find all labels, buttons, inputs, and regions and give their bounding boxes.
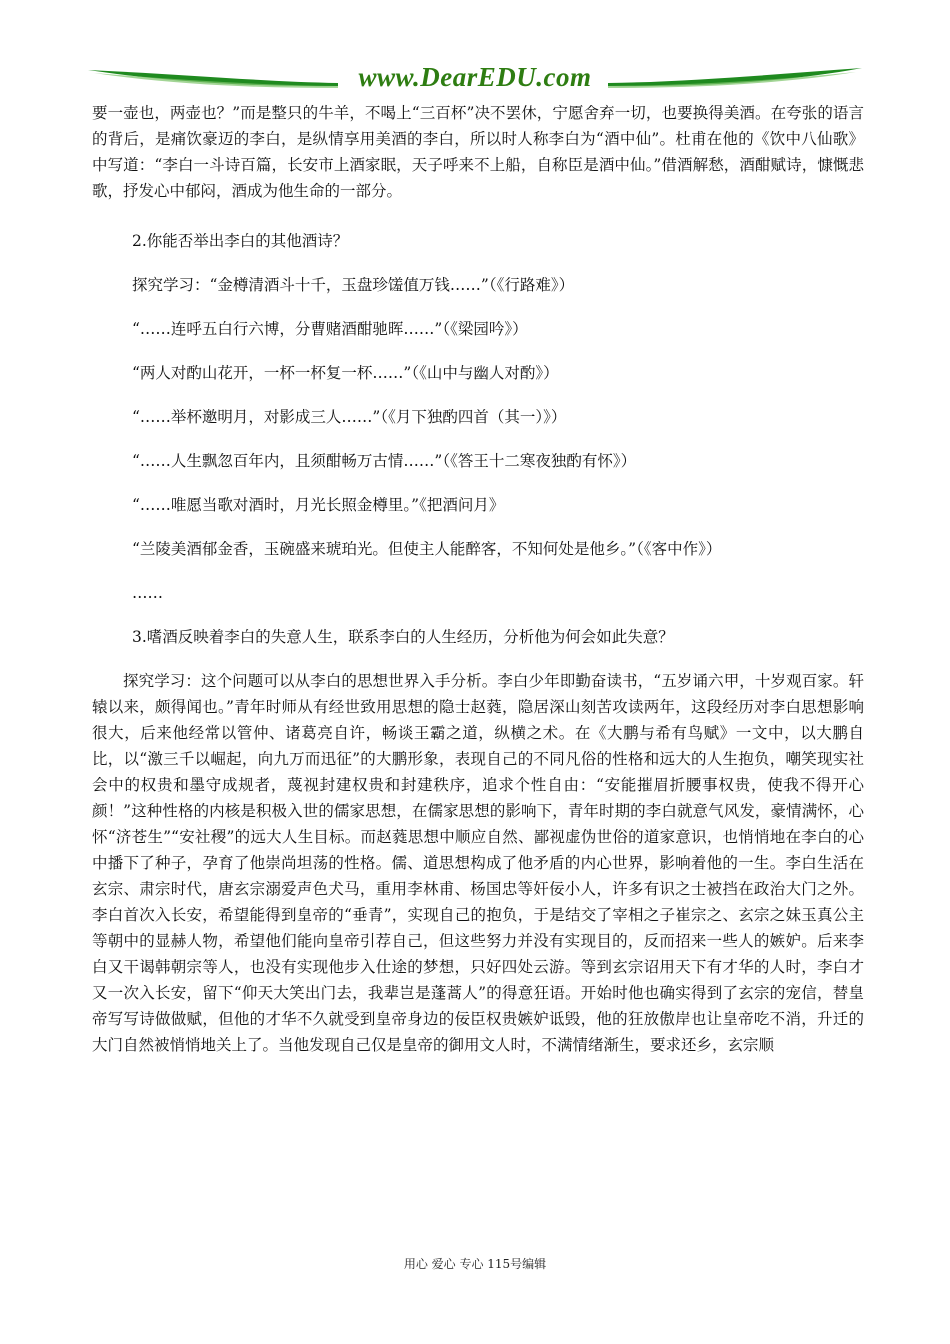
page-footer: 用心 爱心 专心 115号编辑 [403, 1257, 547, 1271]
site-url-logo: www.DearEDU.com [358, 62, 592, 92]
question-2: 2.你能否举出李白的其他酒诗？ [132, 232, 349, 250]
poem-quote: “……人生飘忽百年内，且须酣畅万古情……”（《答王十二寒夜独酌有怀》） [132, 452, 637, 470]
answer-2-lead: 探究学习：“金樽清酒斗十千，玉盘珍馐值万钱……”（《行路难》） [132, 276, 575, 294]
document-body [92, 100, 864, 1058]
site-header [88, 60, 862, 96]
poem-quote: “……举杯邀明月，对影成三人……”（《月下独酌四首（其一）》） [132, 408, 567, 426]
poem-quote: “……连呼五白行六博，分曹赌酒酣驰晖……”（《梁园吟》） [132, 320, 528, 338]
question-3: 3.嗜酒反映着李白的失意人生，联系李白的人生经历，分析他为何会如此失意？ [132, 628, 674, 646]
poem-quote: “两人对酌山花开，一杯一杯复一杯……”（《山中与幽人对酌》） [132, 364, 559, 382]
poem-quote: “……唯愿当歌对酒时，月光长照金樽里。”《把酒问月》 [132, 496, 505, 514]
intro-paragraph: 要一壶也，两壶也？”而是整只的牛羊，不喝上“三百杯”决不罢休，宁愿舍弃一切，也要换得美酒。在夸张的语言的背后，是痛饮豪迈的李白，是纵情享用美酒的李白，所以时人称李白为“酒中仙”。杜甫在他的《饮中八仙歌》中写道：“李白一斗诗百篇，长安市上酒家眠，天子呼来不上船，自称臣是酒中仙。”借酒解愁，酒酣赋诗，慷慨悲歌，抒发心中郁闷，酒成为他生命的一部分。 [92, 104, 864, 200]
poem-quote: “兰陵美酒郁金香，玉碗盛来琥珀光。但使主人能醉客，不知何处是他乡。”（《客中作》） [132, 540, 722, 558]
poem-ellipsis: …… [132, 584, 163, 602]
answer-3-paragraph: 探究学习：这个问题可以从李白的思想世界入手分析。李白少年即勤奋读书，“五岁诵六甲，十岁观百家。轩辕以来，颇得闻也。”青年时师从有经世致用思想的隐士赵蕤，隐居深山刻苦攻读两年，这段经历对李白思想影响很大，后来他经常以管仲、诸葛亮自许，畅谈王霸之道，纵横之术。在《大鹏与希有鸟赋》一文中，以大鹏自比，以“激三千以崛起，向九万而迅征”的大鹏形象，表现自己的不同凡俗的性格和远大的人生抱负，嘲笑现实社会中的权贵和墨守成规者，蔑视封建权贵和封建秩序，追求个性自由：“安能摧眉折腰事权贵，使我不得开心颜！”这种性格的内核是积极入世的儒家思想，在儒家思想的影响下，青年时期的李白就意气风发，豪情满怀，心怀“济苍生”“安社稷”的远大人生目标。而赵蕤思想中顺应自然、鄙视虚伪世俗的道家意识，也悄悄地在李白的心中播下了种子，孕育了他崇尚坦荡的性格。儒、道思想构成了他矛盾的内心世界，影响着他的一生。李白生活在玄宗、肃宗时代，唐玄宗溺爱声色犬马，重用李林甫、杨国忠等奸佞小人，许多有识之士被挡在政治大门之外。李白首次入长安，希望能得到皇帝的“垂青”，实现自己的抱负，于是结交了宰相之子崔宗之、玄宗之妹玉真公主等朝中的显赫人物，希望他们能向皇帝引荐自己，但这些努力并没有实现目的，反而招来一些人的嫉妒。后来李白又干谒韩朝宗等人，也没有实现他步入仕途的梦想，只好四处云游。等到玄宗诏用天下有才华的人时，李白才又一次入长安，留下“仰天大笑出门去，我辈岂是蓬蒿人”的得意狂语。开始时他也确实得到了玄宗的宠信，替皇帝写写诗做做赋，但他的才华不久就受到皇帝身边的佞臣权贵嫉妒诋毁，他的狂放傲岸也让皇帝吃不消，升迁的大门自然被悄悄地关上了。当他发现自己仅是皇帝的御用文人时，不满情绪渐生，要求还乡，玄宗顺 [92, 672, 864, 1054]
